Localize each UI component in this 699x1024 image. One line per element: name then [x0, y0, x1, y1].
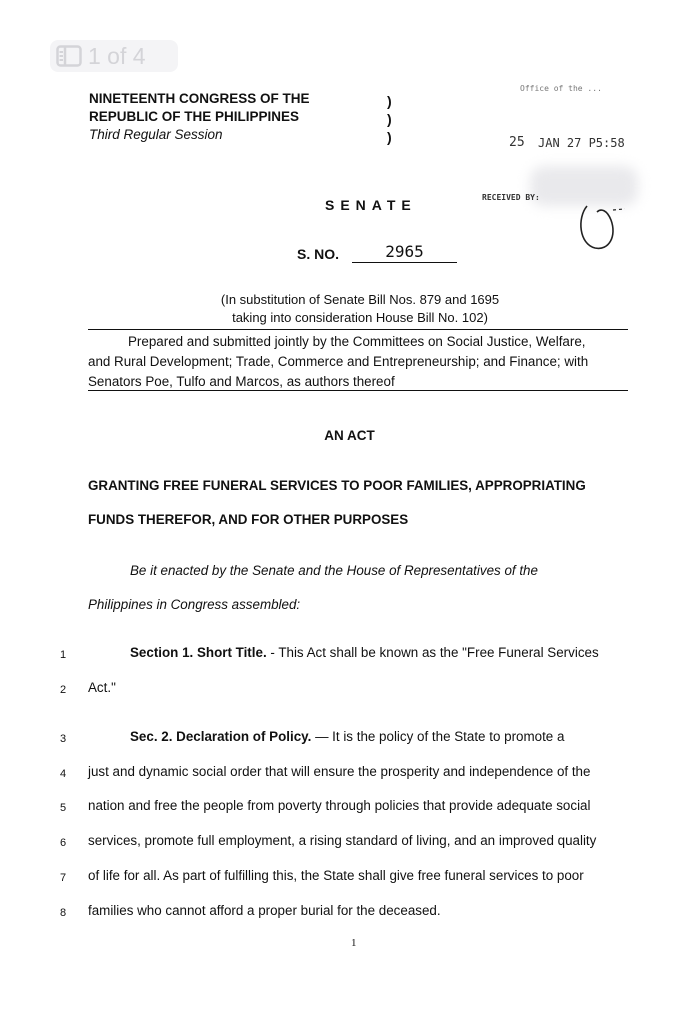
page-indicator[interactable] — [50, 40, 178, 72]
session-label: Third Regular Session — [89, 127, 223, 142]
bracket-2: ) — [387, 111, 392, 127]
enacting-clause-line-2: Philippines in Congress assembled: — [88, 597, 301, 612]
section-2-line-2: just and dynamic social order that will ensure the prosperity and independence of the — [88, 764, 591, 779]
substitution-line-2: taking into consideration House Bill No. 102) — [232, 310, 488, 325]
act-heading: AN ACT — [324, 428, 375, 443]
section-text: — It is the policy of the State to promote a — [311, 729, 565, 744]
line-number: 3 — [59, 733, 67, 745]
line-number: 2 — [59, 684, 67, 696]
page-view-icon — [56, 45, 82, 67]
stamp-received: RECEIVED BY: — [482, 193, 540, 202]
line-number: 4 — [59, 768, 67, 780]
bracket-1: ) — [387, 93, 392, 109]
divider-top — [88, 329, 628, 330]
line-number: 5 — [59, 802, 67, 814]
prepared-line-1: Prepared and submitted jointly by the Committees on Social Justice, Welfare, — [128, 334, 586, 349]
line-number: 1 — [59, 649, 67, 661]
bill-number-label: S. NO. — [297, 246, 340, 262]
section-2-line-6: families who cannot afford a proper burial for the deceased. — [88, 903, 441, 918]
senate-heading: SENATE — [325, 197, 417, 213]
section-1-line-1 — [130, 645, 599, 660]
section-text: - This Act shall be known as the "Free Funeral Services — [266, 645, 599, 660]
section-1-line-2: Act." — [88, 680, 116, 695]
page-indicator-text: 1 of 4 — [88, 42, 146, 69]
section-2-line-4: services, promote full employment, a rising standard of living, and an improved quality — [88, 833, 597, 848]
enacting-clause-line-1: Be it enacted by the Senate and the House of Representatives of the — [130, 563, 538, 578]
prepared-line-3: Senators Poe, Tulfo and Marcos, as authors thereof — [88, 374, 395, 389]
section-heading: Section 1. Short Title. — [130, 645, 267, 660]
act-title-line-2: FUNDS THEREFOR, AND FOR OTHER PURPOSES — [88, 512, 409, 527]
stamp-office: Office of the ... — [520, 84, 602, 93]
stamp-datetime: JAN 27 P5:58 — [538, 136, 625, 150]
congress-line-1: NINETEENTH CONGRESS OF THE — [89, 91, 310, 106]
section-2-line-5: of life for all. As part of fulfilling this, the State shall give free funeral services to poor — [88, 868, 584, 883]
prepared-line-2: and Rural Development; Trade, Commerce and Entrepreneurship; and Finance; with — [88, 354, 589, 369]
line-number: 8 — [59, 907, 67, 919]
handwritten-initial-icon — [575, 200, 625, 255]
congress-heading — [89, 90, 310, 126]
page-number: 1 — [351, 937, 357, 949]
bill-number: 2965 — [352, 242, 457, 263]
act-title-line-1: GRANTING FREE FUNERAL SERVICES TO POOR FAMILIES, APPROPRIATING — [88, 478, 586, 493]
line-number: 7 — [59, 872, 67, 884]
substitution-line-1: (In substitution of Senate Bill Nos. 879 and 1695 — [220, 292, 500, 307]
prepared-by-block — [88, 332, 633, 392]
section-heading: Sec. 2. Declaration of Policy. — [130, 729, 312, 744]
stamp-day: 25 — [509, 135, 525, 150]
section-2-line-1 — [130, 729, 564, 744]
section-2-line-3: nation and free the people from poverty through policies that provide adequate social — [88, 798, 591, 813]
congress-line-2: REPUBLIC OF THE PHILIPPINES — [89, 109, 300, 124]
line-number: 6 — [59, 837, 67, 849]
divider-bottom — [88, 390, 628, 391]
bracket-3: ) — [387, 129, 392, 145]
